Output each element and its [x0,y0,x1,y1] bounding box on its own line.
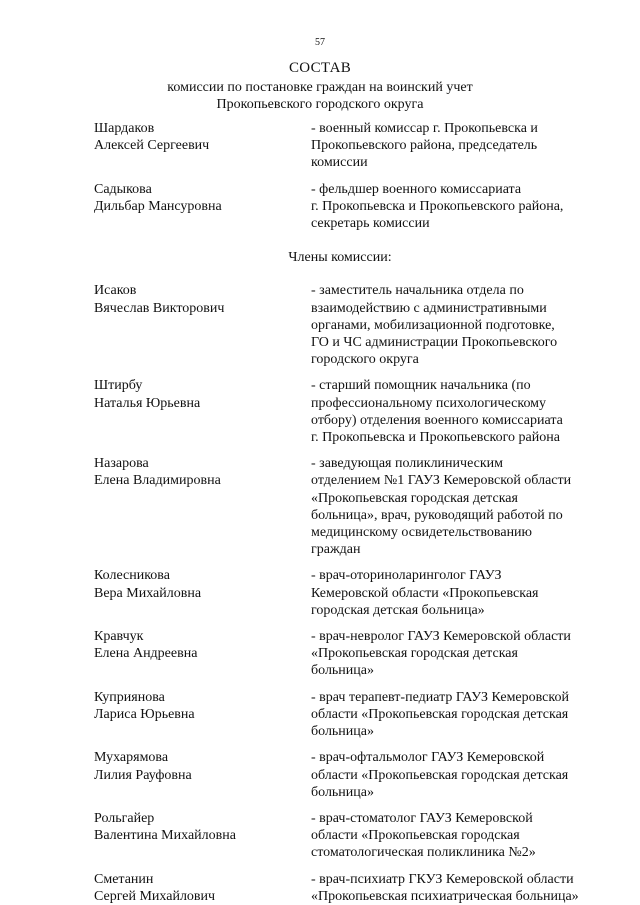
entry-spacer [0,680,640,689]
member-entry [0,810,640,862]
members-list [0,282,640,905]
entry-spacer [0,862,640,871]
entry-spacer [0,368,640,377]
member-name [94,628,294,662]
member-name [94,871,294,905]
member-role-line: - фельдшер военного комиссариата [311,181,522,197]
entry-spacer [0,558,640,567]
member-role [311,871,611,905]
member-role-line: - заместитель начальника отдела по [311,283,524,299]
member-role-line: отбору) отделения военного комиссариата [311,412,563,428]
commission-list [0,120,640,905]
member-name-line: Наталья Юрьевна [94,395,201,411]
entry-spacer [0,740,640,749]
member-name-line: Мухарямова [94,750,169,766]
member-name [94,181,294,215]
member-role-line: - врач-невролог ГАУЗ Кемеровской области [311,629,571,645]
member-name-line: Елена Андреевна [94,646,198,662]
member-role [311,120,611,172]
member-role-line: - старший помощник начальника (по [311,378,531,394]
member-role-line: больница», врач, руководящий работой по [311,507,563,523]
member-role [311,455,611,558]
member-role-line: г. Прокопьевска и Прокопьевского района [311,430,560,446]
member-name-line: Куприянова [94,689,165,705]
member-role [311,810,611,862]
member-name-line: Шардаков [94,121,155,136]
member-name-line: Вера Михайловна [94,585,202,601]
member-role [311,689,611,741]
member-name [94,749,294,783]
member-entry [0,567,640,619]
subtitle-line: комиссии по постановке граждан на воинский учет [167,80,473,95]
entry-spacer [0,801,640,810]
member-name [94,455,294,489]
member-role-line: отделением №1 ГАУЗ Кемеровской области [311,473,572,489]
member-name-line: Колесникова [94,568,170,584]
members-heading: Члены комиссии: [288,250,392,266]
member-name-line: Назарова [94,456,149,472]
entry-spacer [0,172,640,181]
member-name-line: Сметанин [94,871,154,887]
member-name-line: Елена Владимировна [94,473,221,489]
member-entry [0,120,640,172]
member-name [94,120,294,154]
member-role [311,377,611,446]
subtitle-line: Прокопьевского городского округа [216,97,424,112]
member-role-line: области «Прокопьевская городская детская [311,767,569,783]
member-name-line: Вячеслав Викторович [94,300,225,316]
member-role-line: секретарь комиссии [311,216,430,232]
member-name-line: Лилия Рауфовна [94,767,192,783]
member-role [311,749,611,801]
member-entry [0,377,640,446]
member-entry [0,628,640,680]
member-role-line: - врач-стоматолог ГАУЗ Кемеровской [311,810,533,826]
member-name-line: Кравчук [94,629,144,645]
member-name-line: Сергей Михайлович [94,888,216,904]
entry-spacer [0,446,640,455]
member-role-line: больница» [311,724,374,740]
member-name [94,689,294,723]
member-role [311,567,611,619]
member-role-line: области «Прокопьевская городская детская [311,706,569,722]
member-name [94,377,294,411]
member-name-line: Алексей Сергеевич [94,138,210,154]
leaders-list [0,120,640,232]
member-role-line: Прокопьевского района, председатель [311,138,538,154]
member-role-line: стоматологическая поликлиника №2» [311,845,536,861]
member-name-line: Валентина Михайловна [94,828,236,844]
member-role-line: - заведующая поликлиническим [311,456,504,472]
entry-spacer [0,619,640,628]
member-role-line: городская детская больница» [311,602,485,618]
member-name-line: Лариса Юрьевна [94,706,195,722]
member-role-line: «Прокопьевская городская детская [311,490,518,506]
member-role-line: городского округа [311,352,419,368]
member-role-line: области «Прокопьевская городская [311,828,520,844]
member-role [311,282,611,368]
document-title: СОСТАВ [288,60,352,76]
member-role-line: «Прокопьевская психиатрическая больница» [311,888,579,904]
member-name [94,810,294,844]
member-name-line: Садыкова [94,181,152,197]
member-entry [0,749,640,801]
document-subtitle [0,79,640,113]
member-role-line: - врач-психиатр ГКУЗ Кемеровской области [311,871,574,887]
member-role-line: «Прокопьевская городская детская [311,646,518,662]
member-entry [0,689,640,741]
member-name-line: Штирбу [94,378,143,394]
member-name [94,567,294,601]
member-entry [0,455,640,558]
member-role-line: больница» [311,784,374,800]
member-role-line: граждан [311,542,361,558]
member-role [311,628,611,680]
member-role-line: комиссии [311,155,368,171]
member-role [311,181,611,233]
member-role-line: - военный комиссар г. Прокопьевска и [311,121,538,136]
member-role-line: медицинскому освидетельствованию [311,525,533,541]
member-name-line: Рольгайер [94,810,155,826]
member-entry [0,181,640,233]
member-role-line: - врач-оториноларинголог ГАУЗ [311,568,502,584]
member-role-line: - врач терапевт-педиатр ГАУЗ Кемеровской [311,689,569,705]
member-role-line: профессиональному психологическому [311,395,547,411]
member-role-line: Кемеровской области «Прокопьевская [311,585,539,601]
member-name-line: Исаков [94,283,137,299]
member-role-line: ГО и ЧС администрации Прокопьевского [311,335,558,351]
member-name [94,282,294,316]
member-entry [0,282,640,368]
member-name-line: Дильбар Мансуровна [94,198,222,214]
member-role-line: г. Прокопьевска и Прокопьевского района, [311,198,564,214]
member-role-line: больница» [311,663,374,679]
member-role-line: органами, мобилизационной подготовке, [311,317,555,333]
member-role-line: - врач-офтальмолог ГАУЗ Кемеровской [311,750,545,766]
member-role-line: взаимодействию с административными [311,300,547,316]
member-entry [0,871,640,905]
page-number: 57 [315,37,325,48]
